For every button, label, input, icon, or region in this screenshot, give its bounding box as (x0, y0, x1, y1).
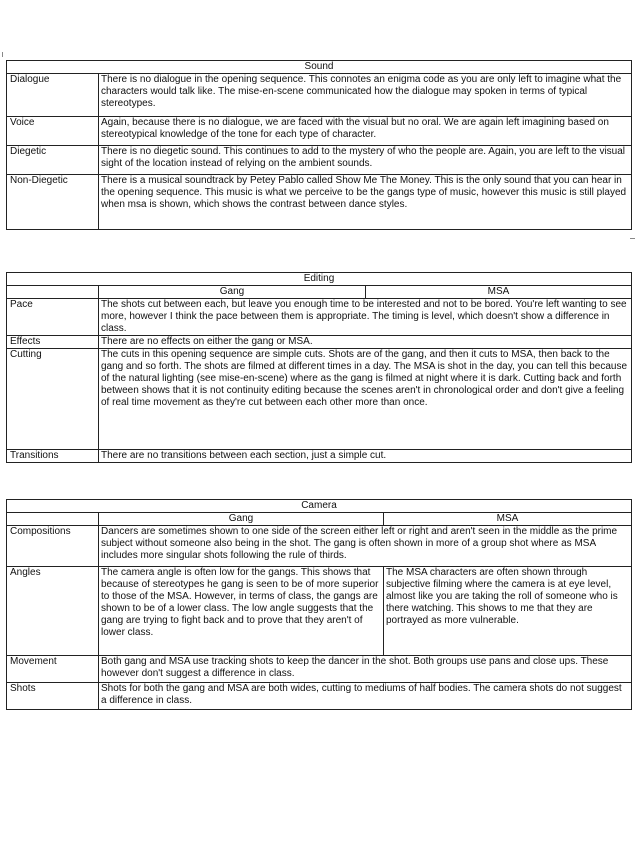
table-row (7, 117, 632, 146)
page-edge-mark (2, 52, 3, 57)
row-label: Diegetic (7, 146, 99, 175)
table-row (7, 336, 632, 349)
angles-msa-text: The MSA characters are often shown through subjective filming where the camera is at eye level, almost like you are taking the roll of someone who is there watching. This shows to me that they are portrayed as more vulnerable. (384, 567, 632, 656)
row-text: There is no diegetic sound. This continues to add to the mystery of who the people are. Again, you are left to the visual sight of the location instead of relying on the ambient sounds. (99, 146, 632, 175)
row-text: Dancers are sometimes shown to one side of the screen either left or right and aren't seen in the middle as the prime subject without someone also being in the shot. The gang is often shown in more of a group shot where as MSA includes more singular shots following the rule of thirds. (99, 526, 632, 567)
editing-table (6, 272, 632, 463)
page-edge-mark (630, 238, 635, 239)
row-label: Voice (7, 117, 99, 146)
blank-cell (7, 286, 99, 299)
table-row (7, 175, 632, 230)
table-row (7, 146, 632, 175)
angles-gang-text: The camera angle is often low for the gangs. This shows that because of stereotypes he gang is seen to be of more superior to those of the MSA. However, in terms of class, the gangs are shown to be of a lower class. The low angle suggests that the gang are trying to fight back and to prove that they aren't of lower class. (99, 567, 384, 656)
row-text: There are no effects on either the gang or MSA. (99, 336, 632, 349)
row-label: Pace (7, 299, 99, 336)
editing-title: Editing (7, 273, 632, 286)
table-row (7, 526, 632, 567)
table-row (7, 349, 632, 450)
row-text: The shots cut between each, but leave you enough time to be interested and not to be bored. You're left wanting to see more, however I think the pace between them is appropriate. The timing is level, which doesn't show a difference in class. (99, 299, 632, 336)
row-text: Shots for both the gang and MSA are both wides, cutting to mediums of half bodies. The camera shots do not suggest a difference in class. (99, 683, 632, 710)
row-text: There are no transitions between each section, just a simple cut. (99, 450, 632, 463)
row-text: Again, because there is no dialogue, we are faced with the visual but no oral. We are again left imagining based on stereotypical knowledge of the tone for each type of character. (99, 117, 632, 146)
column-header-gang: Gang (99, 513, 384, 526)
row-text: There is no dialogue in the opening sequence. This connotes an enigma code as you are only left to imagine what the characters would talk like. The mise-en-scene communicated how the dialogue may spoken in terms of typical stereotypes. (99, 74, 632, 117)
table-row (7, 299, 632, 336)
table-row (7, 567, 632, 656)
table-row (7, 683, 632, 710)
sound-table (6, 60, 632, 230)
row-label: Movement (7, 656, 99, 683)
row-label: Shots (7, 683, 99, 710)
row-label: Effects (7, 336, 99, 349)
camera-title: Camera (7, 500, 632, 513)
row-label: Dialogue (7, 74, 99, 117)
column-header-msa: MSA (384, 513, 632, 526)
row-label: Non-Diegetic (7, 175, 99, 230)
row-label: Angles (7, 567, 99, 656)
column-header-msa: MSA (366, 286, 632, 299)
table-row (7, 656, 632, 683)
camera-table (6, 499, 632, 710)
row-text: The cuts in this opening sequence are simple cuts. Shots are of the gang, and then it cuts to MSA, then back to the gang and so forth. The shots are filmed at different times in a day. The MSA is shot in the day, you can tell this because of the natural lighting (see mise-en-scene) where as the gang is filmed at night where it is dark. Cutting back and forth between shows that it is not continuity editing because the scenes aren't in chronological order and don't give a feeling of real time movement as they're cut between each other more than once. (99, 349, 632, 450)
column-header-gang: Gang (99, 286, 366, 299)
blank-cell (7, 513, 99, 526)
row-text: Both gang and MSA use tracking shots to keep the dancer in the shot. Both groups use pans and close ups. These however don't suggest a difference in class. (99, 656, 632, 683)
row-text: There is a musical soundtrack by Petey Pablo called Show Me The Money. This is the only sound that you can hear in the opening sequence. This music is what we perceive to be the gangs type of music, however this music is still played when msa is shown, which shows the contrast between dance styles. (99, 175, 632, 230)
table-row (7, 74, 632, 117)
row-label: Cutting (7, 349, 99, 450)
row-label: Compositions (7, 526, 99, 567)
sound-title: Sound (7, 61, 632, 74)
table-row (7, 450, 632, 463)
row-label: Transitions (7, 450, 99, 463)
